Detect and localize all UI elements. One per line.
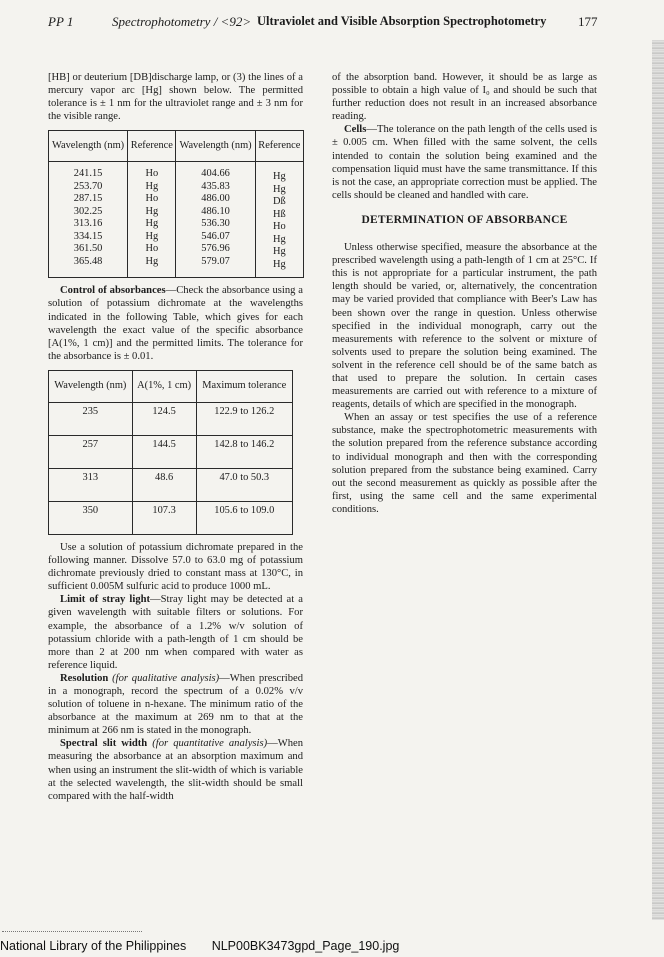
table-cell: 124.5	[132, 402, 196, 435]
slit-width-heading: Spectral slit width	[60, 738, 148, 750]
table-row	[49, 501, 293, 534]
table-header-row	[49, 131, 304, 162]
cells-heading: Cells	[344, 124, 367, 136]
table-header-cell: Reference	[255, 131, 303, 162]
table-row	[49, 402, 293, 435]
table-header-cell: Reference	[128, 131, 176, 162]
table-cell: 350	[49, 501, 133, 534]
table-cell: 313	[49, 468, 133, 501]
scan-footer	[0, 939, 421, 953]
wavelength-reference-table	[48, 130, 304, 278]
page-tag: PP 1	[48, 14, 74, 29]
page-edge-shadow	[652, 40, 664, 920]
table-cell: 142.8 to 146.2	[196, 435, 292, 468]
stray-light-paragraph	[48, 593, 303, 672]
table-cell: 107.3	[132, 501, 196, 534]
absorbance-text: —Check the absorbance using a solution of potassium dichromate at the wavelengths indicated in the following Table, which gives for each wavelength the exact value of the specific absorbance [A(1%, 1 cm)] and the permitted limits. The tolerance for the absorbance is ± 0.01.	[48, 285, 303, 362]
wavelength-column-2: 404.66 435.83 486.00 486.10 536.30 546.07 576.96 579.07	[176, 162, 255, 278]
continuation-paragraph: of the absorption band. However, it should be as large as possible to obtain a high value of I₀ and should be such that further reduction does not result in an increased absorbance reading.	[332, 72, 597, 123]
resolution-text: —When prescribed in a monograph, record the spectrum of a 0.02% v/v solution of toluene in n-hexane. The minimum ratio of the absorbance at the maximum at 269 nm to that at the minimum at 266 nm is stated in the monograph.	[48, 672, 303, 737]
stray-light-heading: Limit of stray light	[60, 594, 151, 606]
resolution-paragraph	[48, 672, 303, 737]
section-heading: DETERMINATION OF ABSORBANCE	[361, 213, 568, 226]
determination-paragraph-2: When an assay or test specifies the use of a reference substance, make the spectrophotometric measurements with the solution prepared from the reference substance according to individual monograph and then with the corresponding solution prepared from the substance being examined. Carry out the second measurement as quickly as possible after the first, using the same cell and the same experimental conditions.	[332, 412, 597, 515]
resolution-heading: Resolution	[60, 672, 109, 684]
stray-light-text: —Stray light may be detected at a given wavelength with suitable filters or solutions. For example, the absorbance of a 1.2% w/v solution of potassium chloride with a path-length of 1 cm should be more than 2 at 200 nm when compared with water as reference liquid.	[48, 594, 303, 671]
table-cell: 105.6 to 109.0	[196, 501, 292, 534]
chapter-title: Ultraviolet and Visible Absorption Spectrophotometry	[257, 14, 547, 28]
table-header-cell: Wavelength (nm)	[49, 131, 128, 162]
table-header-cell: A(1%, 1 cm)	[132, 370, 196, 402]
slit-width-paragraph	[48, 737, 303, 802]
library-name: National Library of the Philippines	[0, 939, 187, 953]
wavelength-column-1: 241.15 253.70 287.15 302.25 313.16 334.15 361.50 365.48	[49, 162, 128, 278]
cells-text: —The tolerance on the path length of the cells used is ± 0.005 cm. When filled with the same solvent, the cells intended to contain the solution being examined and the compensation liquid must have the same transmittance. If this is not the case, an appropriate correction must be applied. The cells should be cleaned and handled with care.	[332, 124, 597, 201]
page-header	[0, 12, 664, 32]
absorbance-heading: Control of absorbances	[60, 285, 166, 297]
scan-mark	[2, 931, 142, 936]
table-header-cell: Maximum tolerance	[196, 370, 292, 402]
dichromate-paragraph: Use a solution of potassium dichromate prepared in the following manner. Dissolve 57.0 to 63.0 mg of potassium dichromate previously dried to constant mass at 130°C, in sufficient 0.005M sulfuric acid to produce 1000 mL.	[48, 541, 303, 593]
file-name: NLP00BK3473gpd_Page_190.jpg	[211, 939, 400, 953]
absorbance-tolerance-table	[48, 370, 293, 535]
table-row	[49, 468, 293, 501]
table-header-cell: Wavelength (nm)	[49, 370, 133, 402]
table-cell: 47.0 to 50.3	[196, 468, 292, 501]
page-number: 177	[578, 14, 598, 29]
table-cell: 122.9 to 126.2	[196, 402, 292, 435]
reference-column-2: Hg Hg Dß Hß Ho Hg Hg Hg	[255, 162, 303, 278]
table-cell: 48.6	[132, 468, 196, 501]
right-column	[332, 71, 597, 516]
cells-paragraph	[332, 123, 597, 202]
table-cell: 257	[49, 435, 133, 468]
slit-width-text: —When measuring the absorbance at an absorption maximum and when using an instrument the slit-width of which is variable at the selected wavelength, the slit-width should be small compared with the half-width	[48, 738, 304, 802]
table-row	[49, 162, 304, 278]
table-cell: 144.5	[132, 435, 196, 468]
left-column	[48, 71, 303, 803]
table-header-cell: Wavelength (nm)	[176, 131, 255, 162]
reference-column-1: Ho Hg Ho Hg Hg Hg Ho Hg	[128, 162, 176, 278]
resolution-qualifier: (for qualitative analysis)	[112, 672, 220, 684]
absorbance-paragraph	[48, 284, 303, 363]
slit-width-qualifier: (for quantitative analysis)	[152, 738, 268, 750]
table-row	[49, 435, 293, 468]
determination-paragraph-1: Unless otherwise specified, measure the absorbance at the prescribed wavelength using a path-length of 1 cm at 25°C. If this is not appropriate for a particular instrument, the path length should be varied, or, alternatively, the concentration may be varied provided that compliance with Beer's Law has been shown over the range in question. Unless otherwise specified in the individual monograph, carry out the measurements with reference to the solvent or mixture of solvents used to prepare the solution being examined. The solvent in the reference cell should be of the same batch as that used to prepare the solution. In certain cases measurements are carried out with reference to a mixture of reagents, details of which are specified in the monograph.	[332, 242, 597, 411]
section-label: Spectrophotometry / <92>	[112, 14, 252, 29]
table-header-row	[49, 370, 293, 402]
intro-paragraph: [HB] or deuterium [DB]discharge lamp, or (3) the lines of a mercury vapor arc [Hg] shown below. The permitted tolerance is ± 1 nm for the ultraviolet range and ± 3 nm for the visible range.	[48, 72, 303, 123]
table-cell: 235	[49, 402, 133, 435]
